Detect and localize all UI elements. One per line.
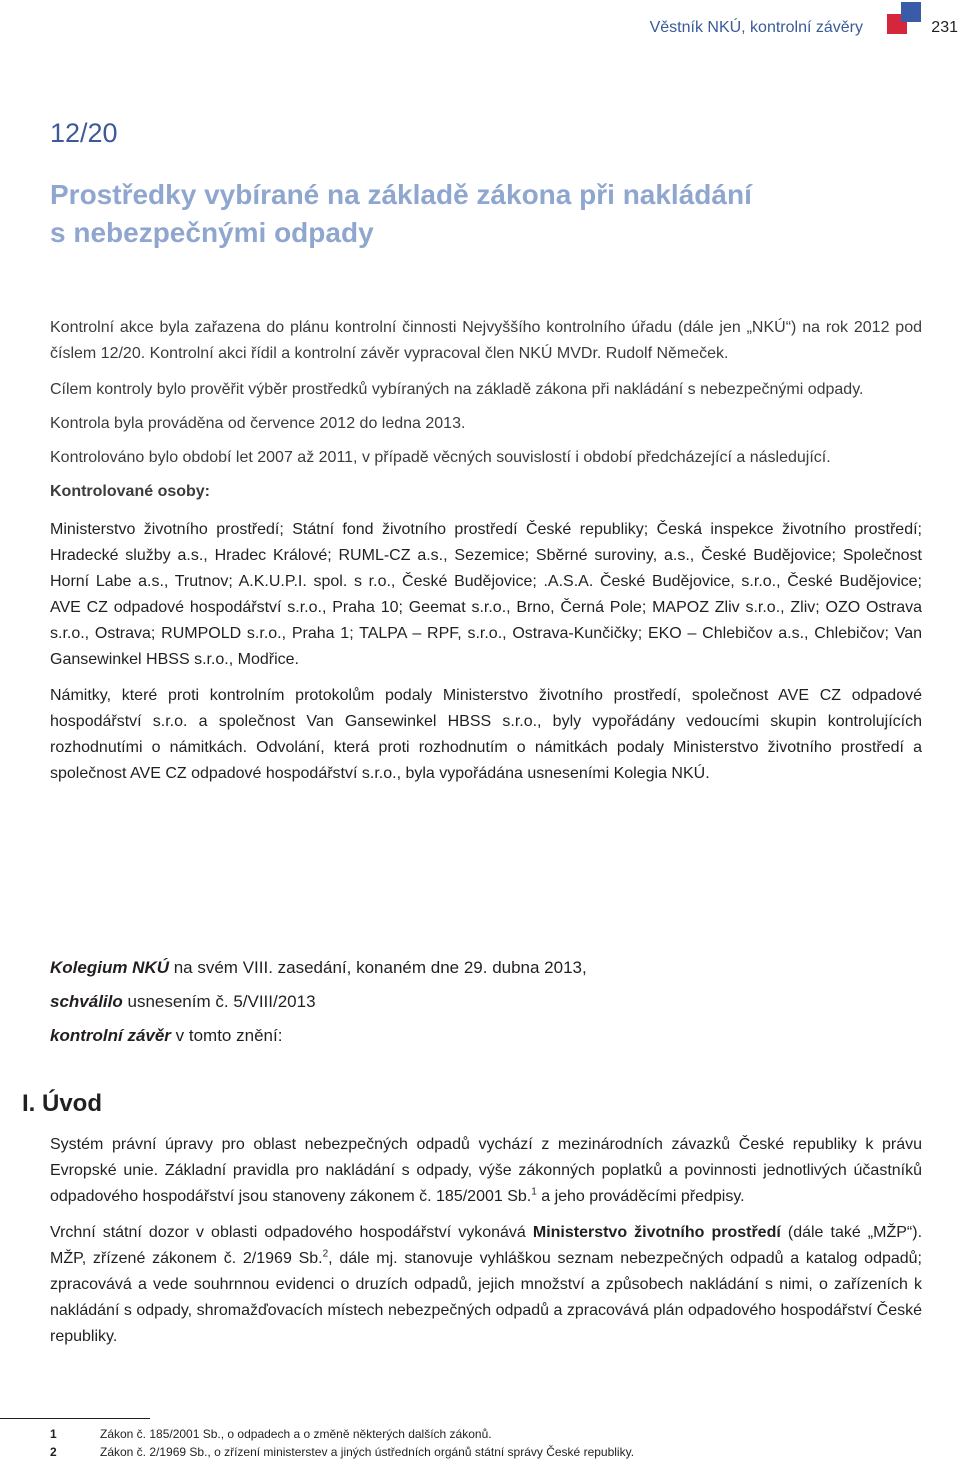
approval-line-2	[50, 989, 922, 1015]
uvod-paragraph-2	[50, 1220, 922, 1350]
running-title: Věstník NKÚ, kontrolní závěry	[649, 19, 863, 36]
report-title	[50, 176, 910, 252]
approval-line-3	[50, 1023, 922, 1049]
conclusion-label: kontrolní závěr	[50, 1026, 171, 1045]
approval-line-1	[50, 955, 922, 981]
footnote-number: 2	[50, 1445, 57, 1459]
page-header	[0, 0, 960, 60]
footnote-text: Zákon č. 185/2001 Sb., o odpadech a o změně některých dalších zákonů.	[100, 1427, 492, 1441]
intro-paragraph: Kontrolní akce byla zařazena do plánu kontrolní činnosti Nejvyššího kontrolního úřadu (dále jen „NKÚ“) na rok 2012 pod číslem 12/20. Kontrolní akci řídil a kontrolní závěr vypracoval člen NKÚ MVDr. Rudolf Němeček.	[50, 319, 922, 362]
nku-logo	[887, 2, 923, 36]
section-uvod-body	[50, 1132, 922, 1350]
footnotes	[50, 1425, 930, 1461]
footnote-item	[50, 1443, 930, 1461]
ministry-name: Ministerstvo životního prostředí	[532, 1224, 781, 1241]
persons-list: Ministerstvo životního prostředí; Státní fond životního prostředí České republiky; Česká inspekce životního prostředí; Hradecké služby a.s., Hradec Králové; RUML-CZ a.s., Sezemice; Sběrné suroviny, a.s., České Budějovice; Společnost Horní Labe a.s., Trutnov; A.K.U.P.I. spol. s r.o., České Budějovice; .A.S.A. České Budějovice, s.r.o., České Budějovice; AVE CZ odpadové hospodářství s.r.o., Praha 10; Geemat s.r.o., Brno, Černá Pole; MAPOZ Zliv s.r.o., Zliv; OZO Ostrava s.r.o., Ostrava; RUMPOLD s.r.o., Praha 1; TALPA – RPF, s.r.o., Ostrava-Kunčičky; EKO – Chlebičov a.s., Chlebičov; Van Gansewinkel HBSS s.r.o., Modřice.	[50, 521, 922, 668]
uvod-p2-a: Vrchní státní dozor v oblasti odpadového hospodářství vykonává	[50, 1224, 533, 1241]
report-title-line-2: s nebezpečnými odpady	[50, 217, 374, 248]
footnote-text: Zákon č. 2/1969 Sb., o zřízení ministerstev a jiných ústředních orgánů státní správy České republiky.	[100, 1445, 635, 1459]
approval-line-3-text: v tomto znění:	[170, 1026, 283, 1045]
scope-paragraph: Kontrolováno bylo období let 2007 až 2011, v případě věcných souvislostí i období předcházející a následující.	[50, 449, 831, 466]
footnote-divider	[0, 1418, 150, 1419]
goal-paragraph: Cílem kontroly bylo prověřit výběr prostředků vybíraných na základě zákona při nakládání s nebezpečnými odpady.	[50, 381, 864, 398]
footnote-ref-1[interactable]: 1	[531, 1186, 537, 1198]
uvod-p1-text: Systém právní úpravy pro oblast nebezpečných odpadů vychází z mezinárodních závazků České republiky k právu Evropské unie. Základní pravidla pro nakládání s odpady, výše zákonných poplatků a povinnosti jednotlivých účastníků odpadového hospodářství jsou stanoveny zákonem č. 185/2001 Sb.	[50, 1136, 922, 1205]
approval-block	[50, 955, 922, 1057]
kolegium-label: Kolegium NKÚ	[50, 958, 169, 977]
uvod-p2-b: (dále také „MŽP“). MŽP, zřízené zákonem č. 2/1969 Sb.	[50, 1224, 923, 1267]
approval-line-1-text: na svém VIII. zasedání, konaném dne 29. dubna 2013,	[169, 958, 587, 977]
period-paragraph: Kontrola byla prováděna od července 2012 do ledna 2013.	[50, 415, 466, 432]
uvod-p2-c: , dále mj. stanovuje vyhláškou seznam nebezpečných odpadů a katalog odpadů; zpracovává a vede souhrnnou evidenci o druzích odpadů, jejich množství a způsobech nakládání s nimi, o zařízeních k nakládání s odpady, shromažďovacích místech nebezpečných odpadů a zpracovává plán odpadového hospodářství České republiky.	[50, 1250, 922, 1345]
approved-label: schválilo	[50, 992, 123, 1011]
persons-label: Kontrolované osoby:	[50, 483, 211, 500]
section-heading-uvod: I. Úvod	[22, 1090, 103, 1117]
footnote-item	[50, 1425, 930, 1443]
intro-section	[50, 315, 922, 787]
uvod-p1-tail: a jeho prováděcími předpisy.	[536, 1188, 745, 1205]
footnote-ref-2[interactable]: 2	[322, 1248, 329, 1260]
page-number: 231	[931, 19, 958, 36]
report-number: 12/20	[50, 118, 118, 148]
report-title-line-1: Prostředky vybírané na základě zákona při nakládání	[50, 179, 752, 210]
uvod-paragraph-1	[50, 1132, 922, 1210]
logo-blue-square	[901, 2, 921, 22]
approval-line-2-text: usnesením č. 5/VIII/2013	[122, 992, 316, 1011]
objections-paragraph: Námitky, které proti kontrolním protokolům podaly Ministerstvo životního prostředí, společnost AVE CZ odpadové hospodářství s.r.o. a společnost Van Gansewinkel HBSS s.r.o., byly vypořádány vedoucími skupin kontrolujících rozhodnutími o námitkách. Odvolání, která proti rozhodnutím o námitkách podaly Ministerstvo životního prostředí a společnost AVE CZ odpadové hospodářství s.r.o., byla vypořádána usneseními Kolegia NKÚ.	[50, 687, 922, 782]
footnote-number: 1	[50, 1427, 57, 1441]
